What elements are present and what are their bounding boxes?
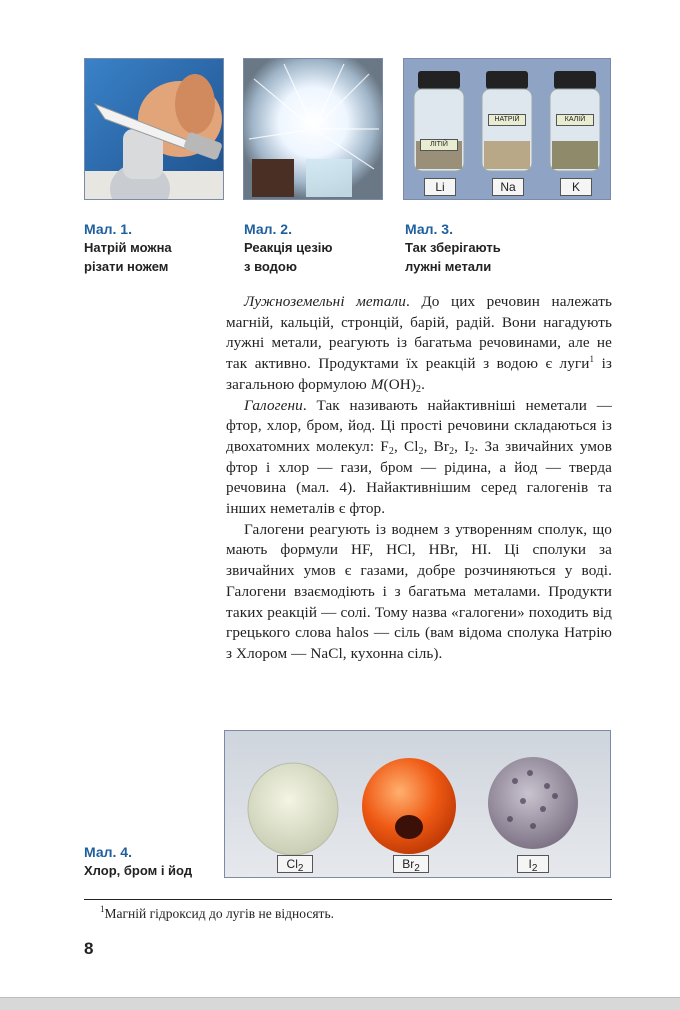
page-number: 8 <box>84 939 94 958</box>
paragraph-2-text: . Так називають найактивніші неметали — фтор, хлор, бром, йод. Ці прості речовини складаються із двохатомних молекул: F <box>226 396 612 455</box>
sub-f2: 2 <box>388 445 394 457</box>
figure-3-image <box>403 58 611 200</box>
figure-4-caption-text: Хлор, бром і йод <box>84 863 193 878</box>
figure-3-number: Мал. 3. <box>405 221 453 237</box>
term-halogens: Галогени <box>244 396 303 414</box>
sub-cl2: 2 <box>418 445 424 457</box>
figure-2-caption-line1: Реакція цезію <box>244 240 333 255</box>
figure-2-caption <box>244 220 333 276</box>
formula-m: M <box>370 375 384 393</box>
symbol-na: Na <box>492 178 524 196</box>
paragraph-1-text: . До цих речовин належать магній, кальцій, стронцій, барій, радій. Вони нагадують лужні метали, реагують із багатьма речовинами, але не так активно. Продуктами їх реакцій з водою є луги <box>226 293 612 373</box>
figure-4-number: Мал. 4. <box>84 844 132 860</box>
footnote-text: Магній гідроксид до лугів не відносять. <box>104 906 334 921</box>
figure-3-caption-line1: Так зберігають <box>405 240 501 255</box>
paragraph-1-dot: . <box>421 375 425 393</box>
jar-label-sodium: НАТРІЙ <box>488 114 526 126</box>
jar-label-potassium: КАЛІЙ <box>556 114 594 126</box>
figure-3-caption <box>405 220 501 276</box>
term-alkaline-earth-metals: Лужноземельні метали <box>244 293 406 310</box>
figure-2-image <box>243 58 383 200</box>
bottom-bar <box>0 997 680 1010</box>
jar-lithium <box>414 71 464 171</box>
label-i2: $I_2$ <box>517 855 549 873</box>
paragraph-halogens: Галогени. Так називають найактивніші неметали — фтор, хлор, бром, йод. Ці прості речовини складаються із двохатомних молекул: $F_2$, $Cl_2$, $Br_2$, $I_2$. За звичайних умов фтор і хлор — гази, бром — рідина, а йод — тверда речовина (мал. 4). Найактивнішим серед галогенів та інших неметалів є фтор. <box>226 396 613 518</box>
sub-br2: 2 <box>449 445 455 457</box>
footnote-reference: 1 <box>589 354 595 365</box>
figure-3-caption-line2: лужні метали <box>405 259 492 274</box>
footnote-divider <box>84 899 612 900</box>
figure-1-caption-line1: Натрій можна <box>84 240 172 255</box>
body-text <box>226 292 612 665</box>
figure-1-number: Мал. 1. <box>84 221 132 237</box>
paragraph-1-end: із загальною формулою <box>226 355 612 393</box>
figure-2-number: Мал. 2. <box>244 221 292 237</box>
paragraph-halogen-reactions: Галогени реагують із воднем з утворенням сполук, що мають формули HF, HCl, HBr, HI. Ці сполуки за звичайних умов є газами, добре розчиняються у воді. Галогени взаємодіють і з багатьма металами. Продукти таких реакцій — солі. Тому назва «галогени» походить від грецького слова halos — сіль (вам відома сполука Натрію з Хлором — NaCl, кухонна сіль). <box>226 520 612 662</box>
figure-2-caption-line2: з водою <box>244 259 297 274</box>
label-cl2: $Cl_2$ <box>277 855 313 873</box>
sub-i2: 2 <box>469 445 475 457</box>
formula-subscript: 2 <box>415 383 422 395</box>
formula-oh: (OH) <box>383 375 416 393</box>
jar-label-lithium: ЛІТІЙ <box>420 139 458 151</box>
figure-4-image <box>224 730 611 878</box>
figure-1-caption-line2: різати ножем <box>84 259 169 274</box>
symbol-li: Li <box>424 178 456 196</box>
paragraph-2-tail: За звичайних умов фтор і хлор — гази, бром — рідина, а йод — тверда речовина (мал. 4). Найактивнішим серед галогенів та інших неметалів є фтор. <box>226 437 613 518</box>
symbol-k: K <box>560 178 592 196</box>
figure-4-caption <box>84 843 192 880</box>
label-br2: $Br_2$ <box>393 855 429 873</box>
paragraph-alkaline-earth <box>226 292 612 396</box>
figure-1-image <box>84 58 224 200</box>
footnote-mark: 1 <box>100 904 105 914</box>
figure-1-caption <box>84 220 172 276</box>
footnote <box>100 906 334 922</box>
